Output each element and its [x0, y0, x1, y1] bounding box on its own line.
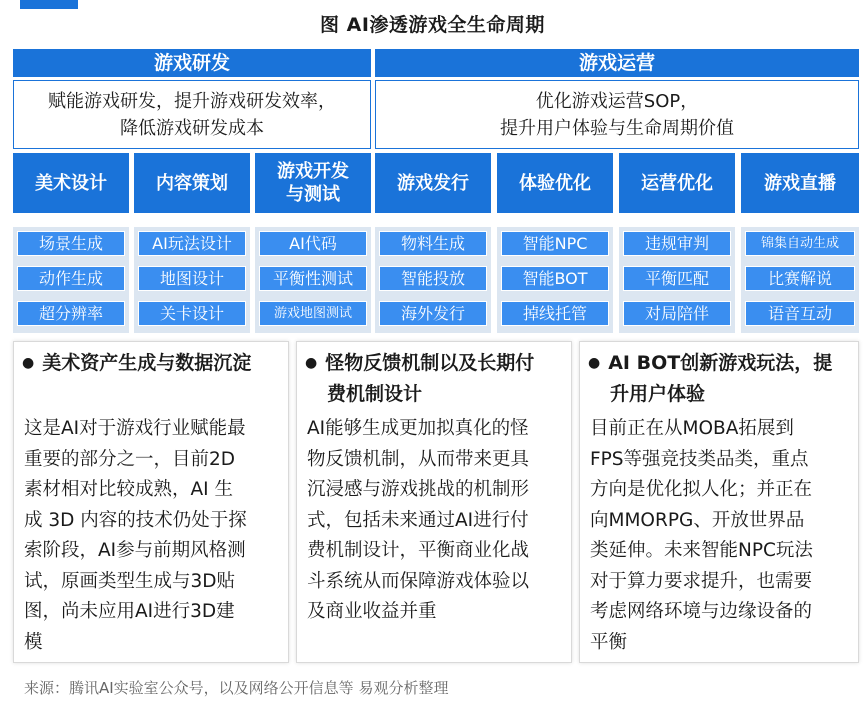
bullet-icon: ●: [305, 355, 318, 371]
subitem: 平衡匹配: [623, 266, 731, 291]
category-dev-testing: [255, 153, 371, 213]
phase-goal-line: 降低游戏研发成本: [120, 117, 264, 139]
category-label: 美术设计: [35, 172, 107, 194]
subitem-column-operations: [619, 227, 735, 333]
subitem: 物料生成: [379, 231, 487, 256]
subitem: 超分辨率: [17, 301, 125, 326]
highlight-box-bot: [579, 341, 859, 663]
subitem: 锦集自动生成: [745, 231, 855, 256]
category-publishing: [375, 153, 491, 213]
subitem: 违规审判: [623, 231, 731, 256]
category-label: 体验优化: [519, 172, 591, 194]
phase-goal-line: 赋能游戏研发，提升游戏研发效率，: [48, 90, 336, 112]
category-label: 运营优化: [641, 172, 713, 194]
highlight-box-art: [13, 341, 289, 663]
phase-goal-ops: [375, 80, 859, 149]
highlight-body: 目前正在从MOBA拓展到 FPS等强竞技类品类，重点 方向是优化拟人化；并正在 向MMORPG、开放世界品 类延伸。未来智能NPC玩法 对于算力要求提升，也需要 考虑网络环境与边缘设备的 平衡: [590, 418, 813, 653]
phase-goal-line: 优化游戏运营SOP，: [535, 90, 699, 112]
subitem: 语音互动: [745, 301, 855, 326]
subitem: 智能BOT: [501, 266, 609, 291]
subitem: 场景生成: [17, 231, 125, 256]
subitem: 地图设计: [138, 266, 246, 291]
subitem: 比赛解说: [745, 266, 855, 291]
category-label: 游戏开发: [277, 161, 349, 182]
subitem-column-streaming: [741, 227, 859, 333]
category-label: 游戏直播: [764, 172, 836, 194]
phase-goal-dev: [13, 80, 371, 149]
subitem-column-content: [134, 227, 250, 333]
subitem-column-experience: [497, 227, 613, 333]
source-note: 来源：腾讯AI实验室公众号，以及网络公开信息等 易观分析整理: [24, 679, 449, 697]
subitem: 游戏地图测试: [259, 301, 367, 326]
highlight-body: 这是AI对于游戏行业赋能最 重要的部分之一，目前2D 素材相对比较成熟，AI 生 成 3D 内容的技术仍处于探 索阶段，AI参与前期风格测 试，原画类型生成与3D贴 图，尚未应用AI进行3D建 模: [24, 418, 247, 653]
subitem: 动作生成: [17, 266, 125, 291]
category-label: 与测试: [286, 184, 340, 205]
subitem: 智能NPC: [501, 231, 609, 256]
subitem: 关卡设计: [138, 301, 246, 326]
category-operations-opt: [619, 153, 735, 213]
phase-header-ops: 游戏运营: [375, 49, 859, 77]
subitem: 智能投放: [379, 266, 487, 291]
subitem: 对局陪伴: [623, 301, 731, 326]
phase-header-dev: 游戏研发: [13, 49, 371, 77]
bullet-icon: ●: [22, 355, 35, 371]
category-live-streaming: [741, 153, 859, 213]
highlight-heading: ● 怪物反馈机制以及长期付 费机制设计: [305, 348, 563, 410]
corner-accent-bar: [20, 0, 78, 9]
category-art-design: [13, 153, 129, 213]
subitem-column-art: [13, 227, 129, 333]
figure-title: 图 AI渗透游戏全生命周期: [320, 14, 545, 36]
subitem: AI玩法设计: [138, 231, 246, 256]
highlight-heading: ● AI BOT创新游戏玩法，提 升用户体验: [588, 348, 850, 410]
subitem-column-dev: [255, 227, 371, 333]
subitem: 掉线托管: [501, 301, 609, 326]
phase-goal-line: 提升用户体验与生命周期价值: [500, 117, 734, 139]
bullet-icon: ●: [588, 355, 601, 371]
highlight-body: AI能够生成更加拟真化的怪 物反馈机制，从而带来更具 沉浸感与游戏挑战的机制形 式，包括未来通过AI进行付 费机制设计，平衡商业化战 斗系统从而保障游戏体验以 及商业收益并重: [307, 418, 530, 622]
subitem-column-publishing: [375, 227, 491, 333]
category-experience-opt: [497, 153, 613, 213]
highlight-box-monster: [296, 341, 572, 663]
highlight-heading: ● 美术资产生成与数据沉淀: [22, 348, 280, 379]
category-content-planning: [134, 153, 250, 213]
subitem: 平衡性测试: [259, 266, 367, 291]
category-label: 内容策划: [156, 172, 228, 194]
subitem: AI代码: [259, 231, 367, 256]
subitem: 海外发行: [379, 301, 487, 326]
category-label: 游戏发行: [397, 172, 469, 194]
